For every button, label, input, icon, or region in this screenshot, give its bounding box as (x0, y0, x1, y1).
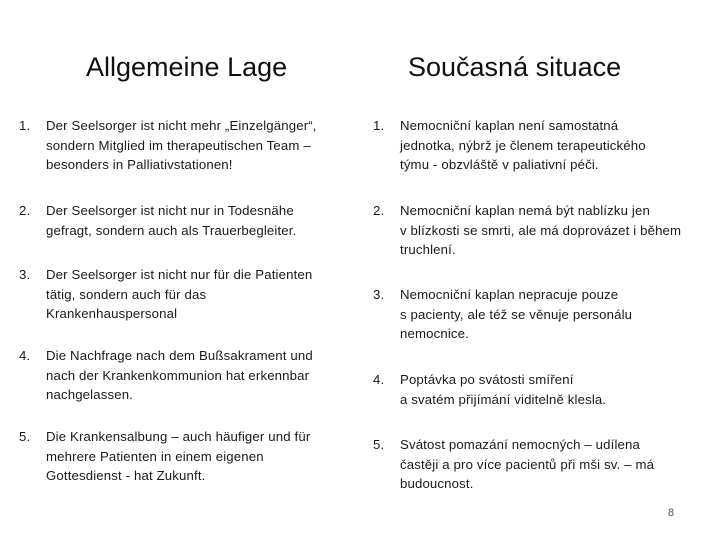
item-text: Die Krankensalbung – auch häufiger und für mehrere Patienten in einem eigenen Gottesdienst - hat Zukunft. (46, 429, 311, 483)
item-text: Die Nachfrage nach dem Bußsakrament und nach der Krankenkommunion hat erkennbar nachgelassen. (46, 348, 313, 402)
item-text: Der Seelsorger ist nicht nur in Todesnähe gefragt, sondern auch als Trauerbegleiter. (46, 203, 297, 238)
left-list-item-4 (19, 346, 354, 405)
item-number: 5. (373, 437, 385, 452)
item-text: Der Seelsorger ist nicht nur für die Patienten tätig, sondern auch für das Krankenhauspersonal (46, 267, 313, 321)
item-number: 1. (19, 118, 31, 133)
item-text: Poptávka po svátosti smíření a svatém přijímání viditelně klesla. (400, 372, 607, 407)
right-list-item-2 (373, 201, 703, 260)
item-number: 2. (373, 203, 385, 218)
item-number: 5. (19, 429, 31, 444)
right-list-item-1 (373, 116, 703, 175)
item-text: Svátost pomazání nemocných – udílena častěji a pro více pacientů při mši sv. – má budoucnost. (400, 437, 655, 491)
right-column-title: Současná situace (408, 52, 622, 82)
item-number: 3. (373, 287, 385, 302)
left-list-item-5 (19, 427, 354, 486)
left-list-item-2 (19, 201, 354, 240)
item-text: Nemocniční kaplan není samostatná jednotka, nýbrž je členem terapeutického týmu - obzvláště v paliativní péči. (400, 118, 646, 172)
page-number: 8 (668, 507, 675, 519)
item-text: Der Seelsorger ist nicht mehr „Einzelgänger“, sondern Mitglied im therapeutischen Team – besonders in Palliativstationen! (46, 118, 317, 172)
item-text: Nemocniční kaplan nepracuje pouze s pacienty, ale též se věnuje personálu nemocnice. (400, 287, 633, 341)
item-number: 2. (19, 203, 31, 218)
item-number: 1. (373, 118, 385, 133)
item-text: Nemocniční kaplan nemá být nablízku jen v blízkosti se smrti, ale má doprovázet i během truchlení. (400, 203, 682, 257)
right-list-item-5 (373, 435, 703, 494)
right-list-item-3 (373, 285, 703, 344)
item-number: 3. (19, 267, 31, 282)
item-number: 4. (19, 348, 31, 363)
left-column-title: Allgemeine Lage (86, 52, 288, 82)
left-list-item-1 (19, 116, 354, 175)
item-number: 4. (373, 372, 385, 387)
left-list-item-3 (19, 265, 354, 324)
right-list-item-4 (373, 370, 703, 409)
